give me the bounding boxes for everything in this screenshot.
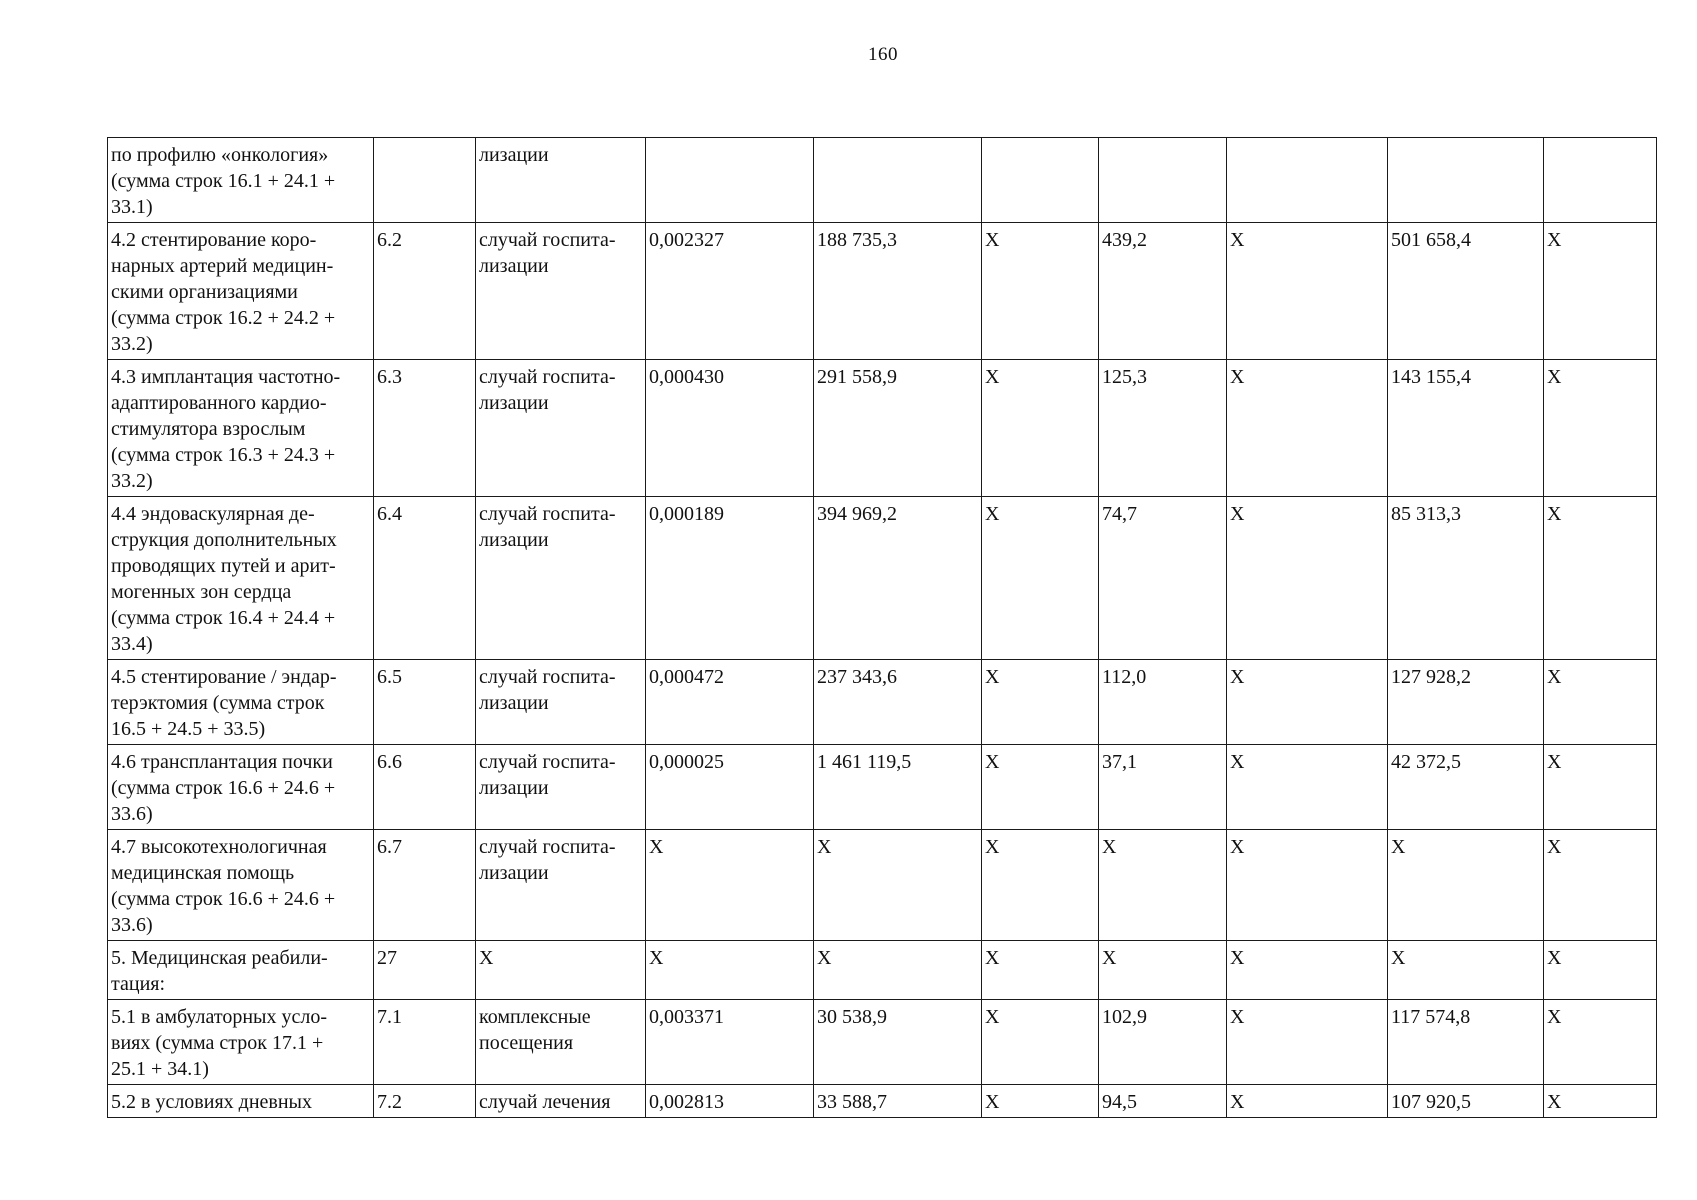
row-value-cell: 1 461 119,5: [814, 745, 982, 830]
row-value-cell: [1227, 138, 1388, 223]
row-value-cell: X: [982, 1000, 1099, 1085]
row-name-cell: 5. Медицинская реабили- тация:: [108, 941, 374, 1000]
row-value-cell: X: [982, 223, 1099, 360]
row-value-cell: X: [1227, 223, 1388, 360]
row-code-cell: 6.4: [374, 497, 476, 660]
row-value-cell: 42 372,5: [1388, 745, 1544, 830]
row-value-cell: [1099, 138, 1227, 223]
row-unit-cell: X: [476, 941, 646, 1000]
data-table: [107, 137, 1657, 1118]
row-code-cell: 6.6: [374, 745, 476, 830]
row-name-cell: 4.4 эндоваскулярная де- струкция дополнительных проводящих путей и арит- могенных зон сердца (сумма строк 16.4 + 24.4 + 33.4): [108, 497, 374, 660]
row-value-cell: X: [1544, 745, 1657, 830]
row-value-cell: [982, 138, 1099, 223]
row-value-cell: X: [1544, 360, 1657, 497]
row-value-cell: 439,2: [1099, 223, 1227, 360]
row-value-cell: 0,003371: [646, 1000, 814, 1085]
row-value-cell: 501 658,4: [1388, 223, 1544, 360]
row-value-cell: X: [1227, 830, 1388, 941]
row-unit-cell: случай госпита- лизации: [476, 660, 646, 745]
row-value-cell: 237 343,6: [814, 660, 982, 745]
row-code-cell: 7.1: [374, 1000, 476, 1085]
row-value-cell: X: [1544, 660, 1657, 745]
page-number: 160: [868, 44, 898, 65]
row-value-cell: X: [1227, 941, 1388, 1000]
row-value-cell: [814, 138, 982, 223]
table-row: [108, 497, 1657, 660]
row-name-cell: 5.2 в условиях дневных: [108, 1085, 374, 1118]
row-code-cell: 27: [374, 941, 476, 1000]
row-name-cell: 4.7 высокотехнологичная медицинская помощь (сумма строк 16.6 + 24.6 + 33.6): [108, 830, 374, 941]
row-value-cell: X: [982, 660, 1099, 745]
row-value-cell: 127 928,2: [1388, 660, 1544, 745]
row-value-cell: X: [1388, 941, 1544, 1000]
row-value-cell: X: [1388, 830, 1544, 941]
row-value-cell: X: [1544, 941, 1657, 1000]
row-unit-cell: комплексные посещения: [476, 1000, 646, 1085]
table-row: [108, 1085, 1657, 1118]
table-row: [108, 1000, 1657, 1085]
row-unit-cell: случай госпита- лизации: [476, 360, 646, 497]
table-row: [108, 138, 1657, 223]
row-name-cell: по профилю «онкология» (сумма строк 16.1 + 24.1 + 33.1): [108, 138, 374, 223]
row-value-cell: X: [1227, 1085, 1388, 1118]
row-value-cell: [646, 138, 814, 223]
row-value-cell: X: [646, 830, 814, 941]
row-value-cell: 0,000430: [646, 360, 814, 497]
row-value-cell: X: [1544, 1000, 1657, 1085]
row-value-cell: [1388, 138, 1544, 223]
row-value-cell: X: [1227, 1000, 1388, 1085]
row-unit-cell: случай госпита- лизации: [476, 745, 646, 830]
row-code-cell: 6.3: [374, 360, 476, 497]
row-value-cell: X: [1099, 941, 1227, 1000]
row-value-cell: X: [982, 745, 1099, 830]
row-value-cell: X: [1544, 497, 1657, 660]
row-value-cell: X: [1227, 660, 1388, 745]
row-value-cell: 394 969,2: [814, 497, 982, 660]
table-row: [108, 660, 1657, 745]
row-name-cell: 5.1 в амбулаторных усло- виях (сумма строк 17.1 + 25.1 + 34.1): [108, 1000, 374, 1085]
row-value-cell: 112,0: [1099, 660, 1227, 745]
table-row: [108, 360, 1657, 497]
row-value-cell: 0,002813: [646, 1085, 814, 1118]
row-value-cell: X: [814, 941, 982, 1000]
row-value-cell: X: [1544, 223, 1657, 360]
row-value-cell: X: [982, 830, 1099, 941]
row-name-cell: 4.5 стентирование / эндар- терэктомия (сумма строк 16.5 + 24.5 + 33.5): [108, 660, 374, 745]
row-value-cell: X: [982, 1085, 1099, 1118]
row-unit-cell: случай госпита- лизации: [476, 830, 646, 941]
row-value-cell: 107 920,5: [1388, 1085, 1544, 1118]
row-value-cell: 74,7: [1099, 497, 1227, 660]
row-value-cell: X: [1227, 497, 1388, 660]
row-unit-cell: случай госпита- лизации: [476, 497, 646, 660]
row-value-cell: X: [982, 941, 1099, 1000]
row-value-cell: X: [1227, 745, 1388, 830]
row-value-cell: X: [1099, 830, 1227, 941]
row-value-cell: X: [982, 497, 1099, 660]
row-value-cell: [1544, 138, 1657, 223]
row-value-cell: 37,1: [1099, 745, 1227, 830]
row-value-cell: X: [982, 360, 1099, 497]
table-row: [108, 745, 1657, 830]
row-value-cell: 102,9: [1099, 1000, 1227, 1085]
row-value-cell: X: [646, 941, 814, 1000]
row-code-cell: 6.5: [374, 660, 476, 745]
row-value-cell: 188 735,3: [814, 223, 982, 360]
row-value-cell: 117 574,8: [1388, 1000, 1544, 1085]
row-value-cell: 0,000189: [646, 497, 814, 660]
table-body: [108, 138, 1657, 1118]
row-value-cell: 0,000472: [646, 660, 814, 745]
row-name-cell: 4.2 стентирование коро- нарных артерий медицин- скими организациями (сумма строк 16.2 + 24.2 + 33.2): [108, 223, 374, 360]
row-value-cell: 0,000025: [646, 745, 814, 830]
table-row: [108, 830, 1657, 941]
row-unit-cell: случай госпита- лизации: [476, 223, 646, 360]
row-code-cell: 7.2: [374, 1085, 476, 1118]
row-value-cell: X: [814, 830, 982, 941]
table-row: [108, 223, 1657, 360]
row-value-cell: 30 538,9: [814, 1000, 982, 1085]
row-value-cell: X: [1544, 1085, 1657, 1118]
row-value-cell: X: [1544, 830, 1657, 941]
row-name-cell: 4.3 имплантация частотно- адаптированного кардио- стимулятора взрослым (сумма строк 16.3 + 24.3 + 33.2): [108, 360, 374, 497]
row-code-cell: 6.7: [374, 830, 476, 941]
row-value-cell: 85 313,3: [1388, 497, 1544, 660]
row-value-cell: 33 588,7: [814, 1085, 982, 1118]
row-value-cell: 125,3: [1099, 360, 1227, 497]
row-value-cell: 94,5: [1099, 1085, 1227, 1118]
row-value-cell: 143 155,4: [1388, 360, 1544, 497]
table-row: [108, 941, 1657, 1000]
row-value-cell: 0,002327: [646, 223, 814, 360]
row-unit-cell: лизации: [476, 138, 646, 223]
row-value-cell: 291 558,9: [814, 360, 982, 497]
row-code-cell: [374, 138, 476, 223]
row-code-cell: 6.2: [374, 223, 476, 360]
row-value-cell: X: [1227, 360, 1388, 497]
row-name-cell: 4.6 трансплантация почки (сумма строк 16.6 + 24.6 + 33.6): [108, 745, 374, 830]
row-unit-cell: случай лечения: [476, 1085, 646, 1118]
